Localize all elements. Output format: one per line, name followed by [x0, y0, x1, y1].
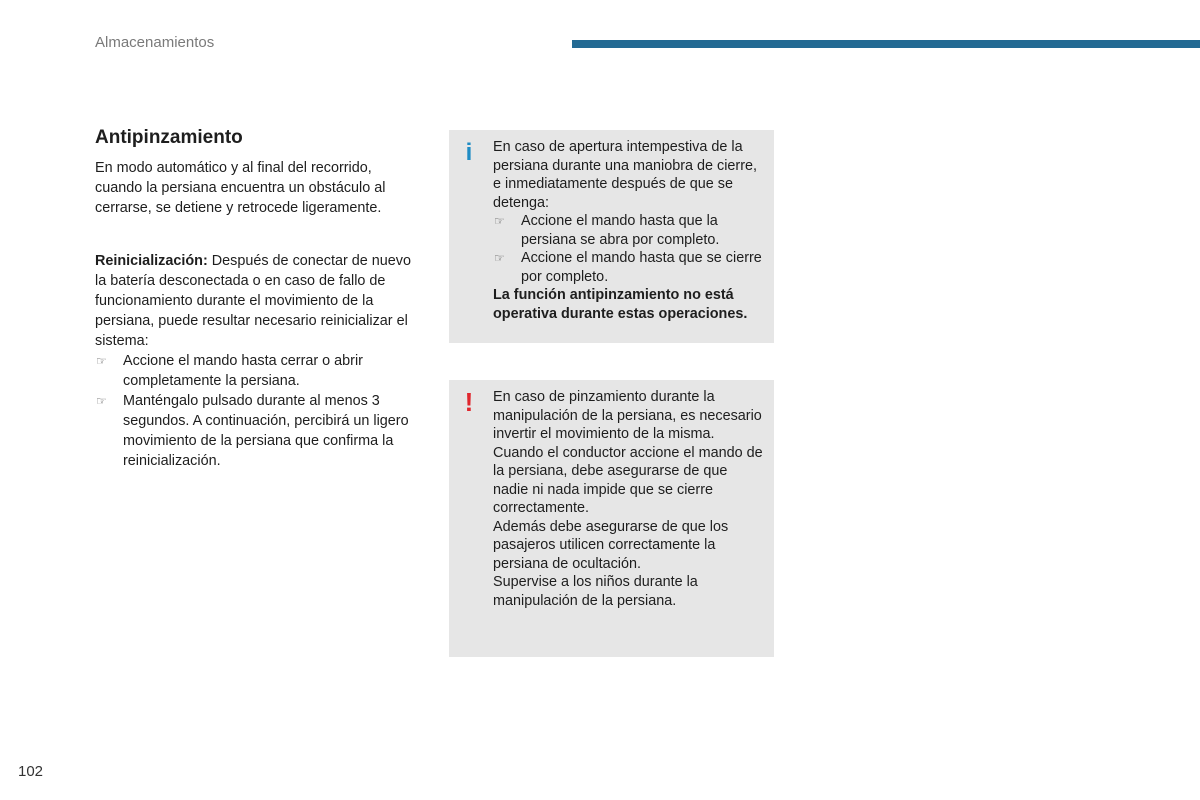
step-text: Accione el mando hasta que se cierre por completo.	[521, 250, 762, 285]
reinit-text: Después de conectar de nuevo la batería desconectada o en caso de fallo de funcionamiento durante el movimiento de la persiana, puede resultar necesario reinicializar el sistema:	[95, 253, 411, 349]
step-text: Accione el mando hasta cerrar o abrir completamente la persiana.	[123, 353, 363, 389]
warning-paragraph: Cuando el conductor accione el mando de la persiana, debe asegurarse de que nadie ni nada impide que se cierre correctamente.	[493, 444, 763, 516]
warning-box-text	[493, 388, 765, 610]
section-title: Antipinzamiento	[95, 127, 243, 148]
pointing-hand-icon: ☞	[494, 214, 505, 228]
intro-paragraph: En modo automático y al final del recorrido, cuando la persiana encuentra un obstáculo al cerrarse, se detiene y retrocede ligeramente.	[95, 160, 386, 216]
step-text: Accione el mando hasta que la persiana se abra por completo.	[521, 213, 720, 248]
warning-paragraph: Supervise a los niños durante la manipulación de la persiana.	[493, 574, 698, 609]
warning-box	[449, 380, 774, 657]
info-box	[449, 130, 774, 343]
list-item	[95, 351, 415, 391]
warning-paragraph: Además debe asegurarse de que los pasajeros utilicen correctamente la persiana de ocultación.	[493, 518, 729, 572]
list-item	[493, 212, 765, 249]
page-number: 102	[18, 763, 44, 780]
info-intro: En caso de apertura intempestiva de la persiana durante una maniobra de cierre, e inmediatamente después de que se detenga:	[493, 139, 757, 211]
reinit-steps	[95, 351, 415, 471]
pointing-hand-icon: ☞	[96, 354, 107, 368]
step-text: Manténgalo pulsado durante al menos 3 segundos. A continuación, percibirá un ligero movimiento de la persiana que confirma la reinicialización.	[123, 393, 409, 469]
reinit-label: Reinicialización:	[95, 253, 208, 269]
list-item	[493, 249, 765, 286]
header-accent-bar	[572, 40, 1200, 48]
info-steps	[493, 212, 765, 286]
left-column	[95, 126, 415, 471]
warning-paragraph: En caso de pinzamiento durante la manipulación de la persiana, es necesario invertir el movimiento de la misma.	[493, 389, 762, 442]
reinit-paragraph	[95, 251, 415, 351]
info-note: La función antipinzamiento no está operativa durante estas operaciones.	[493, 287, 748, 322]
warning-icon: !	[464, 387, 474, 417]
running-head: Almacenamientos	[95, 34, 215, 51]
info-box-text	[493, 138, 765, 323]
info-icon: i	[465, 139, 473, 166]
pointing-hand-icon: ☞	[96, 394, 107, 408]
list-item	[95, 391, 415, 471]
pointing-hand-icon: ☞	[494, 251, 505, 265]
